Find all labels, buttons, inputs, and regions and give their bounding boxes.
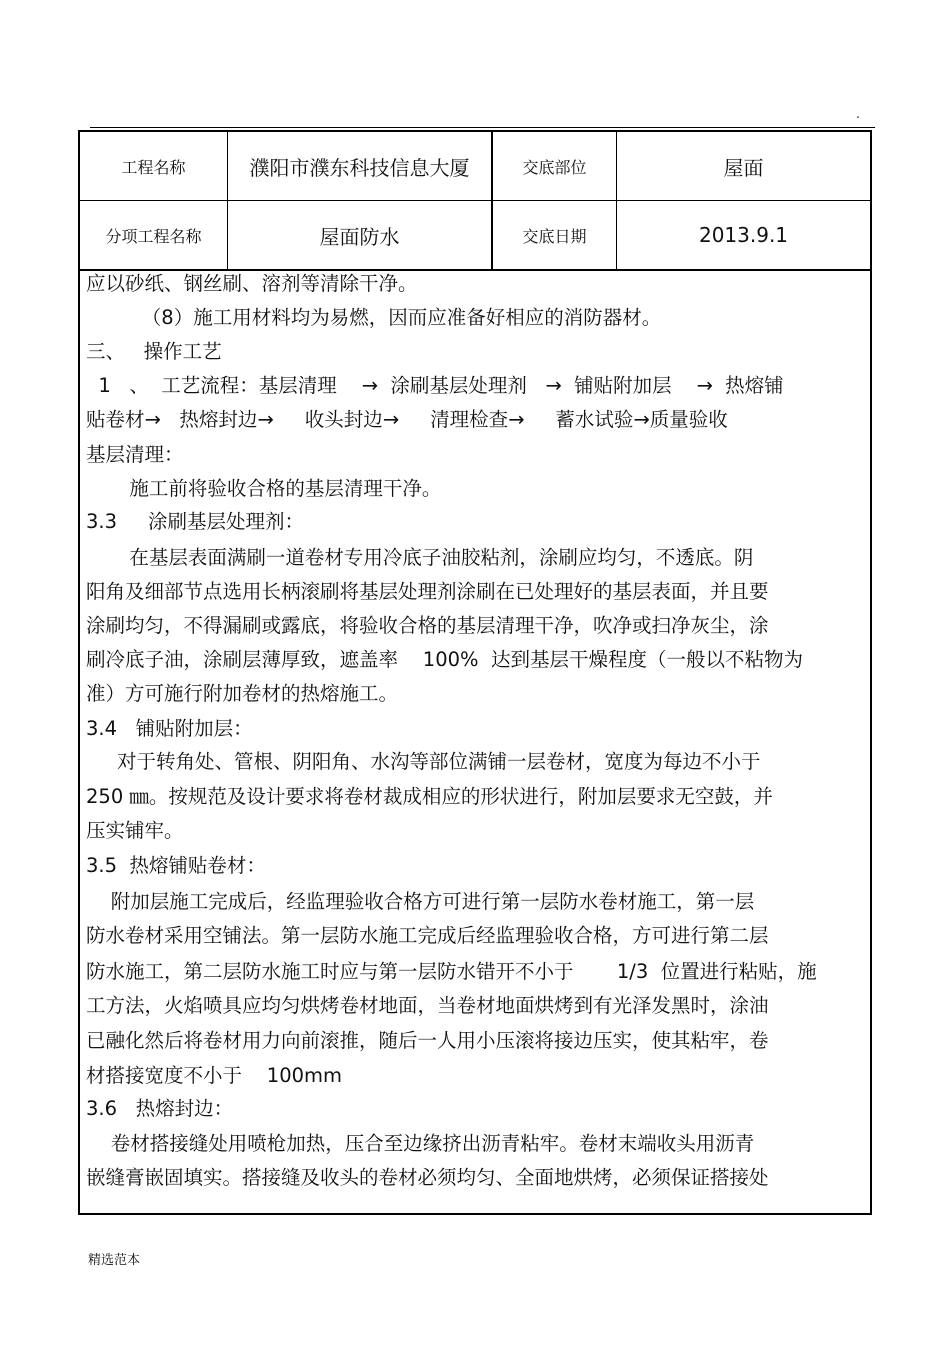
body-line: 压实铺牢。 [86,819,184,842]
body-line: 阳角及细部节点选用长柄滚刷将基层处理剂涂刷在已处理好的基层表面，并且要 [86,580,769,603]
header-row-1 [80,132,870,201]
body-line: 涂刷均匀，不得漏刷或露底，将验收合格的基层清理干净，吹净或扫净灰尘，涂 [86,614,769,637]
body-line: 在基层表面满刷一道卷材专用冷底子油胶粘剂，涂刷应均匀，不透底。阴 [86,546,754,569]
body-line: 防水卷材采用空铺法。第一层防水施工完成后经监理验收合格，方可进行第二层 [86,924,769,947]
top-mark: . [856,107,860,121]
header-row-2 [80,201,870,271]
body-line: 三、 操作工艺 [86,340,222,363]
sub-project-label: 分项工程名称 [80,201,228,269]
body-line: （8）施工用材料均为易燃，因而应准备好相应的消防器材。 [86,306,662,329]
project-name-label: 工程名称 [80,132,228,200]
body-line: 1 、 工艺流程：基层清理 → 涂刷基层处理剂 → 铺贴附加层 → 热熔铺 [86,374,784,397]
body-line: 3.4 铺贴附加层： [86,717,253,740]
body-line: 3.6 热熔封边： [86,1097,234,1120]
body-line: 嵌缝膏嵌固填实。搭接缝及收头的卷材必须均匀、全面地烘烤，必须保证搭接处 [86,1166,769,1189]
header-rule [90,127,875,128]
body-line: 对于转角处、管根、阴阳角、水沟等部位满铺一层卷材，宽度为每边不小于 [86,750,761,773]
document-table [78,130,872,1215]
body-line: 贴卷材→ 热熔封边→ 收头封边→ 清理检查→ 蓄水试验→质量验收 [86,408,728,431]
disclosure-part-label: 交底部位 [493,132,617,200]
disclosure-date-value: 2013.9.1 [698,223,789,247]
body-line: 附加层施工完成后，经监理验收合格方可进行第一层防水卷材施工，第一层 [86,890,755,913]
project-name-value: 濮阳市濮东科技信息大厦 [228,132,493,200]
body-line: 应以砂纸、钢丝刷、溶剂等清除干净。 [86,272,418,295]
body-line: 250 ㎜。按规范及设计要求将卷材裁成相应的形状进行，附加层要求无空鼓，并 [86,785,773,808]
body-line: 施工前将验收合格的基层清理干净。 [86,477,442,500]
body-line: 3.3 涂刷基层处理剂： [86,510,305,533]
body-line: 基层清理： [86,443,184,466]
body-line: 工方法，火焰喷具应均匀烘烤卷材地面，当卷材地面烘烤到有光泽发黑时，涂油 [86,994,769,1017]
footer-text: 精选范本 [88,1253,141,1268]
body-line: 3.5 热熔铺贴卷材： [86,854,266,877]
disclosure-part-value: 屋面 [723,155,764,180]
body-line: 材搭接宽度不小于 100mm [86,1064,343,1087]
sub-project-value: 屋面防水 [228,201,493,269]
body-line: 卷材搭接缝处用喷枪加热，压合至边缘挤出沥青粘牢。卷材末端收头用沥青 [86,1132,755,1155]
body-line: 防水施工，第二层防水施工时应与第一层防水错开不小于 1/3 位置进行粘贴，施 [86,960,817,983]
disclosure-date-label: 交底日期 [493,201,617,269]
body-line: 刷冷底子油，涂刷层薄厚致，遮盖率 100% 达到基层干燥程度（一般以不粘物为 [86,648,803,671]
body-line: 已融化然后将卷材用力向前滚推，随后一人用小压滚将接边压实，使其粘牢，卷 [86,1029,769,1052]
body-line: 准）方可施行附加卷材的热熔施工。 [86,682,399,705]
